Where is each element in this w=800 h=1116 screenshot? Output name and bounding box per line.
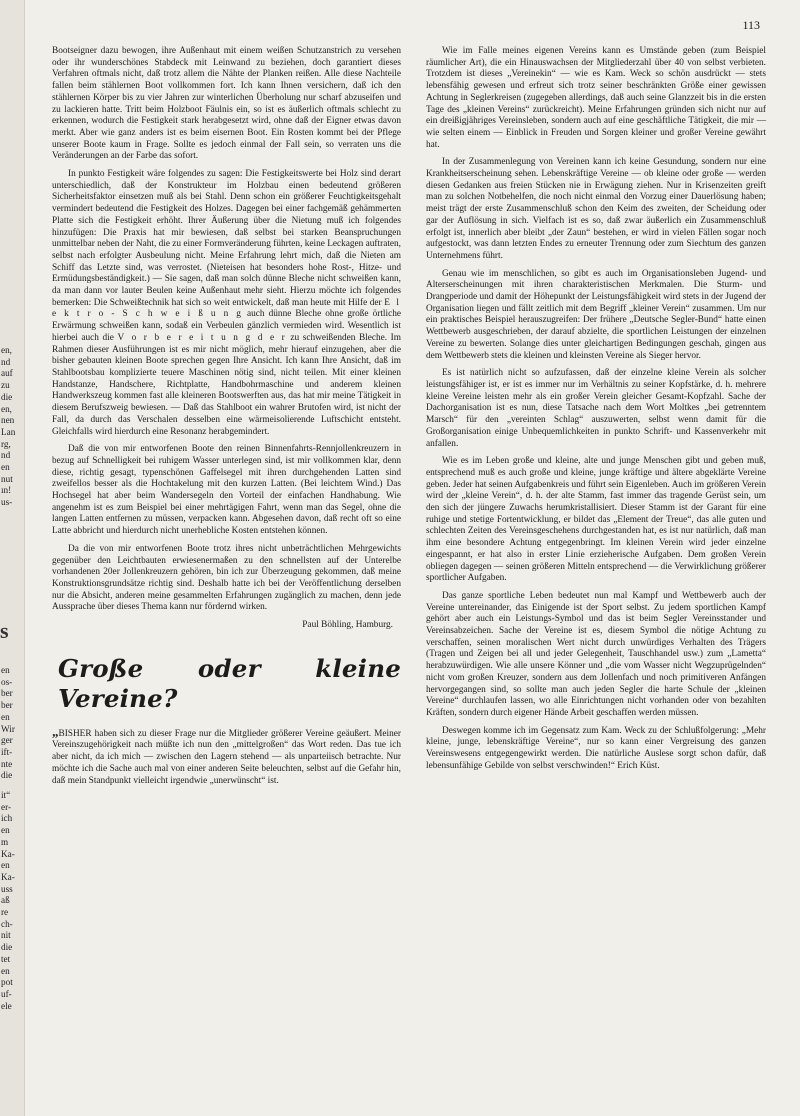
paragraph: Daß die von mir entworfenen Boote den reinen Binnenfahrts-Rennjollenkreuzern in bezug auf Schnelligkeit bei ruhigem Wasser unterlegen sind, ist mir vollkommen klar, denn diese, richtig gesagt, typenschönen Gaffelsegel mit ihren durchgehenden Latten sind zweifellos besser als die Hochtakelung mit den kurzen Latten. (Bei leichtem Wind.) Das Hochsegel hat aber beim Wandersegeln den Vorteil der einfachen Handhabung. Wie angenehm ist es zum Beispiel bei einer mehrtägigen Fahrt, wenn man das Segel, ohne die langen Latten entfernen zu müssen, verpacken kann. Abgesehen davon, daß recht oft so eine Latte abbricht und hierdurch nicht unerhebliche Kosten entstehen können. [52,444,401,537]
adjacent-page-fragment: en [1,825,10,836]
adjacent-page-fragment: tet [1,953,11,964]
adjacent-page-fragments-top [1,345,15,509]
paragraph: Wie es im Leben große und kleine, alte und junge Menschen gibt und geben muß, entsprechend muß es auch große und kleine, junge kräftige und ältere abgeklärte Vereine geben. Jeder hat seinen Aufgabenkreis und führt sein Eigenleben. Auch im größeren Verein wird der „kleine Verein“, d. h. der alte Stamm, fast immer das tragende Gerüst sein, um den sich der jüngere Zuwachs herumkristallisiert. Dieser Stamm ist der Garant für eine ruhige und stetige Fortentwicklung, er bildet das „Element der Treue“, das alle guten und schlechten Zeiten des Vereinsgeschehens durchgestanden hat, es ist nur natürlich, daß man ihm eine besondere Achtung entgegenbringt. Im kleinen Verein wird jeder einzelne eingespannt, er hat also in erster Linie erzieherische Aufgaben. Dem großen Verein obliegen dagegen — seinen größeren Mitteln entsprechend — die Verwirklichung größerer sportlicher Aufgaben. [426,456,766,584]
adjacent-page-fragment: en, [1,403,12,414]
adjacent-page-fragment: en [1,860,10,871]
adjacent-page-fragment: nd [1,450,11,461]
adjacent-page-fragment: nte [1,758,13,769]
adjacent-page-fragment: nd [1,356,11,367]
paragraph: In der Zusammenlegung von Vereinen kann ich keine Gesundung, sondern nur eine Krankheitserscheinung sehen. Lebenskräftige Vereine — ob kleine oder große — werden diesen Gedanken aus freien Stücken nie in Erwägung ziehen. Nur in Krisenzeiten greift man zu solchen Notbehelfen, die noch nicht einmal den Vorzug einer Dauerlösung haben; meist trägt der erste Zusammenschluß schon den Keim des zweiten, der Scheidung oder gar der Auflösung in sich. Vielfach ist es so, daß zwar äußerlich ein Zusammenschluß erfolgt ist, innerlich aber bleibt „der Zaun“ bestehen, er wird in vielen Fällen sogar noch aufgestockt, was dann letzten Endes zu erneuter Trennung oder zum Siechtum des ganzen Unternehmens führt. [426,157,766,261]
adjacent-page-fragment: m [1,836,9,847]
adjacent-page-fragment: Wir [1,723,15,734]
paragraph [52,169,401,438]
paragraph: Bootseigner dazu bewogen, ihre Außenhaut mit einem weißen Schutzanstrich zu versehen oder ihr wunderschönes Stabdeck mit Leinwand zu beziehen, doch garantiert dieses Verfahren oftmals nicht, daß trotz allem die Nähte der Planken reißen. Alle diese Nachteile fallen beim stählernen Boot vollkommen fort. Ich kann Ihnen versichern, daß ich den stählernen Körper bis zu vier Jahren zur winterlichen Überholung nur scharf abzuseifen und zu lackieren hatte. Tritt beim Holzboot Fäulnis ein, so ist es äußerlich oftmals schlecht zu erkennen, wodurch die Festigkeit stark herabgesetzt wird, ohne daß der Eigner etwas davon merkt. Aber wie ganz anders ist es beim eisernen Boot. Ein Rosten kommt bei der Pflege unserer Boote kaum in Frage. Sollte es jedoch einmal der Fall sein, so verraten uns die Veränderungen an der Farbe das sofort. [52,46,401,162]
page-number: 113 [742,18,760,32]
adjacent-page-fragment: ın! [1,485,12,496]
paragraph: Wie im Falle meines eigenen Vereins kann es Umstände geben (zum Beispiel räumlicher Art), die ein Hinauswachsen der Mitgliederzahl über 40 von selbst verbieten. Trotzdem ist dieses „Vereinekin“ — wie es Kam. Weck so schön ausdrückt — stets lebensfähig gewesen und erfreut sich trotz seiner beschränkten Größe einer gewissen Achtung in Seglerkreisen (zugegeben allerdings, daß auch seine Glanzzeit bis in die ersten Tage des „kleinen Vereins“ zurückreicht). Meine Erfahrungen gründen sich nicht nur auf ein dreißigjähriges Vereinsleben, sondern auch auf eine geschäftliche Tätigkeit, die mir — wie selten einem — Einblick in Freuden und Sorgen kleiner und großer Vereine gewährt hat. [426,46,766,150]
paragraph: Genau wie im menschlichen, so gibt es auch im Organisationsleben Jugend- und Alterserscheinungen mit ihren charakteristischen Merkmalen. Die Sturm- und Drangperiode und damit der Höhepunkt der Leistungsfähigkeit wird stets in der Jugend der Organisation liegen und fällt zeitlich mit dem Begriff „kleiner Verein“ zusammen. Um nur ein praktisches Beispiel herauszugreifen: Der frühere „Deutsche Segler-Bund“ hatte einen Wettbewerb ausgeschrieben, der darauf abzielte, die sportlichen Leistungen der einzelnen Vereine zu bewerten. Solange dies unter gleichartigen Bedingungen geschah, gingen aus dem Wettbewerb stets die kleinen und kleinsten Vereine als Sieger hervor. [426,268,766,361]
adjacent-page-fragment: ch- [1,918,13,929]
adjacent-page-fragment: nut [1,473,13,484]
adjacent-page-fragment: Lan [1,426,16,437]
adjacent-page-fragment: auf [1,368,13,379]
paragraph-text: auch dünne Bleche ohne große örtliche Erwärmung schweißen kann, sodaß ein Verbeulen gänzlich vermieden wird. Wesentlich ist hierbei auch die [52,309,401,343]
adjacent-page-fragment: die [1,770,13,781]
adjacent-page-fragment: pot [1,977,13,988]
article-headline: Große oder kleine Vereine? [58,653,401,713]
adjacent-page-fragment: die [1,942,13,953]
paragraph-text: In punkto Festigkeit wäre folgendes zu sagen: Die Festigkeitswerte bei Holz sind derart unterschiedlich, daß der Konstrukteur im Holzbau einen bedeutend größeren Sicherheitsfaktor einsetzen muß als bei Stahl. Denn schon ein größerer Feuchtigkeitsgehalt vermindert bedeutend die Festigkeit des Holzes. Dagegen bei einer fachgemäß gehämmerten Platte sich die Festigkeit erhöht. Ihrer Äußerung über die Nietung muß ich folgendes hinzufügen: Die Praxis hat mir bewiesen, daß selbst bei starken Beanspruchungen unmittelbar neben der Naht, die zu einer Formveränderung führten, keine Leckagen auftraten, selbst nach erfolgter Ausbeulung nicht. Meine Erfahrung lehrt mich, daß die Nieten am Schiff das Letzte sind, was verrostet. (Nieteisen hat besonders hohe Rost-, Hitze- und Ermüdungsbeständigkeit.) — Sie sagen, daß man solch dünne Bleche nicht schweißen kann, da man dann vor lauter Beulen keine Außenhaut mehr sieht. Hierzu möchte ich folgendes bemerken: Die Schweißtechnik hat sich so weit entwickelt, daß man heute mit Hilfe der [52,169,402,308]
paragraph: Es ist natürlich nicht so aufzufassen, daß der einzelne kleine Verein als solcher leistungsfähiger ist, er ist es immer nur im Verhältnis zu seiner Kopfstärke, d. h. mehrere kleine Vereine leisten mehr als ein großer Verein gleicher Gesamt-Kopfzahl. Sache der Dachorganisation ist es nun, diese Tatsache nach dem Wort Moltkes „bei getrenntem Marsch“ für den „vereinten Schlag“ auszuwerten, selbst wenn damit für die Großorganisation einige Unbequemlichkeiten in punkto Schrift- und Kassenverkehr mit anfallen. [426,368,766,449]
adjacent-page-fragments-bottom [1,790,15,1012]
emphasized-term: E l e k t r o - S c h w e i ß u n g [52,297,402,320]
adjacent-page-fragments-middle [1,665,15,782]
author-signature: Paul Böhling, Hamburg. [302,620,393,631]
adjacent-page-strip [0,0,25,1116]
paragraph: Da die von mir entworfenen Boote trotz ihres nicht unbeträchtlichen Mehrgewichts gegenüber den Leichtbauten erwiesenermaßen zu den schnellsten auf der Unterelbe vorhandenen 20er Jollenkreuzern gehören, bin ich zur Überzeugung gekommen, daß meine Konstruktionsgrundsätze richtig sind. Deshalb hatte ich bei der Veröffentlichung derselben nur die Absicht, anderen meine gesammelten Erfahrungen zugänglich zu machen, denn jede Aussprache über dieses Thema kann nur fördernd wirken. [52,543,401,613]
adjacent-page-fragment: en, [1,345,12,355]
emphasized-term: V o r b e r e i t u n g d e r [117,332,287,343]
adjacent-page-fragment: it“ [1,790,11,800]
adjacent-page-fragment: en [1,965,10,976]
left-column [52,46,401,793]
open-quote: „ [52,723,59,739]
adjacent-page-fragment: aß [1,895,10,906]
adjacent-page-fragment: en [1,711,10,722]
adjacent-page-fragment: die [1,391,13,402]
adjacent-page-fragment: er- [1,801,12,812]
adjacent-page-fragment: ger [1,735,13,746]
adjacent-page-fragment: rg, [1,438,11,449]
paragraph: Das ganze sportliche Leben bedeutet nun mal Kampf und Wettbewerb auch der Vereine untereinander, das Einigende ist der Sport selbst. Zu jedem sportlichen Kampf gehört aber auch ein Leistungs-Symbol und das ist beim Segler Vereinsstander und Vereinsabzeichen. Sache der Vereine ist es, diesem Symbol die nötige Achtung zu verschaffen, seinen moralischen Wert nicht durch unwürdiges Verhalten des Trägers (Tragen und Zeigen bei all und jeder Gelegenheit, Tauschhandel usw.) zum „Lametta“ herabzuwürdigen. Wie alle unsere Könner und „die vom Wasser nicht Wegzuprügelnden“ nicht vom großen Kreuzer, sondern aus dem Jollenfach und noch primitiveren Anfängen hervorgegangen sind, so sollte man auch jeden Segler die harte Schule der „kleinen Vereine“ durchlaufen lassen, wo alle Einrichtungen nicht vorhanden oder von bezahlten Kräften, sondern durch eigener Hände Arbeit geschaffen werden müssen. [426,590,766,718]
adjacent-page-fragment: ber [1,700,13,711]
intro-text: BISHER haben sich zu dieser Frage nur die Mitglieder größerer Vereine geäußert. Meiner Vereinszugehörigkeit nach müßte ich nun den „mittelgroßen“ das Wort reden. Das tue ich aber nicht, da ich mich — zwischen den Lagern stehend — als unparteiisch betrachte. Nur möchte ich die Sache auch mal von einer anderen Seite beleuchten, selbst auf die Gefahr hin, daß mein Standpunkt vielleicht irgendwie „unerwünscht“ ist. [52,728,401,786]
adjacent-page-fragment: re [1,907,9,918]
adjacent-page-fragment: nen [1,415,15,426]
adjacent-page-fragment: Ka- [1,848,15,859]
adjacent-page-fragment: zu [1,380,10,391]
adjacent-page-fragment: os- [1,676,13,687]
adjacent-page-fragment: Ka- [1,871,15,882]
adjacent-page-fragment: ich [1,813,13,824]
right-column [426,46,766,778]
intro-paragraph [52,723,401,788]
adjacent-page-fragment: ele [1,1000,12,1011]
adjacent-page-fragment: uf- [1,988,12,999]
adjacent-page-fragment: en [1,665,10,675]
adjacent-page-fragment: uss [1,883,13,894]
adjacent-page-fragment: ber [1,688,13,699]
adjacent-page-fragment: en [1,462,10,473]
adjacent-page-large-letter: s [0,618,9,643]
paragraph-text: zu schweißenden Bleche. Im Rahmen dieser Ausführungen ist es mir nicht möglich, mehr hierauf einzugehen, aber die bisher gebauten kleinen Boote sprechen gegen Ihre Ansicht. Ich kann Ihre Ansicht, daß im Stahlbootsbau komplizierte teuere Maschinen nötig sind, nicht teilen. Mit einer kleinen Handstanze, Handschere, Richtplatte, Handbohrmaschine und anderem kleinen Handwerkszeug kommen fast alle kleineren Bootswerften aus, das hat mir meine Tätigkeit in diesem Berufszweig bewiesen. — Daß das Stahlboot ein wahrer Brutofen wird, ist nicht der Fall, da durch das Verschalen desselben eine wärmeisolierende Luftschicht entsteht. Gleichfalls wird hierdurch eine Resonanz herabgemindert. [52,332,402,437]
adjacent-page-fragment: ift- [1,746,13,757]
adjacent-page-fragment: nit [1,930,11,941]
paragraph: Deswegen komme ich im Gegensatz zum Kam. Weck zu der Schlußfolgerung: „Mehr kleine, junge, lebenskräftige Vereine“, nur so kann einer Vergreisung des ganzen Vereinswesens entgegengewirkt werden. Die natürliche Auslese sorgt schon dafür, daß lebensunfähige Gebilde von selbst verschwinden!“ Erich Küst. [426,725,766,771]
adjacent-page-fragment: us- [1,497,13,508]
